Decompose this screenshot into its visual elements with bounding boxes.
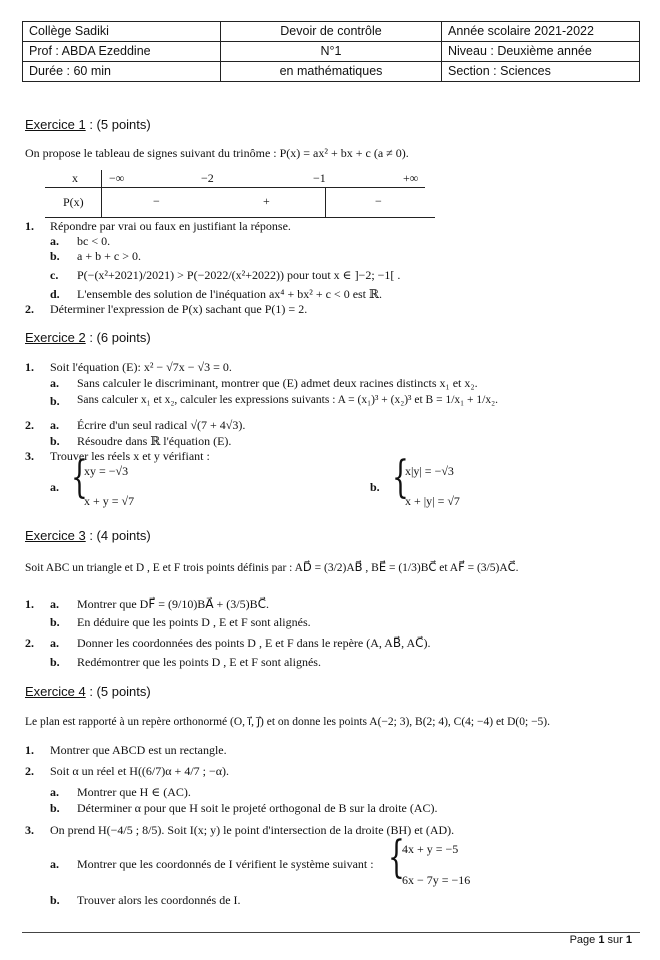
prof: Prof : ABDA Ezeddine <box>23 42 221 62</box>
ex2-q3: Trouver les réels x et y vérifiant : <box>50 449 210 463</box>
footer-rule <box>22 932 640 933</box>
item-number: 2. <box>25 636 34 650</box>
title-line1: Devoir de contrôle <box>221 22 442 42</box>
ex2-title: Exercice 2 : (6 points) <box>25 330 151 345</box>
ex4-intro: Le plan est rapporté à un repère orthonormé (O, ı⃗, ȷ⃗) et on donne les points A(−2; 3), B(2; 4), C(4; −4) et D(0; −5). <box>25 716 551 728</box>
item-letter: a. <box>50 418 59 432</box>
ex2-q1a: Sans calculer le discriminant, montrer que (E) admet deux racines distincts x₁ et x₂. <box>77 376 478 390</box>
item-number: 2. <box>25 418 34 432</box>
x-value: −∞ <box>109 171 125 185</box>
ex3-title: Exercice 3 : (4 points) <box>25 528 151 543</box>
title-line3: en mathématiques <box>221 62 442 82</box>
sign-table <box>45 170 425 218</box>
header-table <box>22 21 640 82</box>
ex4-q3a: Montrer que les coordonnés de I vérifient le système suivant : <box>77 857 374 871</box>
item-number: 1. <box>25 360 34 374</box>
ex3-q2a: Donner les coordonnées des points D , E et F dans le repère (A, AB⃗, AC⃗). <box>77 636 431 650</box>
item-number: 1. <box>25 597 34 611</box>
ex4-q2a: Montrer que H ∈ (AC). <box>77 785 191 799</box>
system-eq: xy = −√3 <box>84 464 129 478</box>
ex4-q2: Soit α un réel et H((6/7)α + 4/7 ; −α). <box>50 764 230 778</box>
niveau: Niveau : Deuxième année <box>442 42 640 62</box>
title-line2: N°1 <box>221 42 442 62</box>
item-letter: d. <box>50 287 60 301</box>
ex4-q2b: Déterminer α pour que H soit le projeté orthogonal de B sur la droite (AC). <box>77 801 438 815</box>
system-eq: 4x + y = −5 <box>402 842 459 856</box>
item-letter: a. <box>50 480 59 494</box>
ex3-intro: Soit ABC un triangle et D , E et F trois points définis par : AD⃗ = (3/2)AB⃗ , BE⃗ = (1/3)BC⃗ et AF⃗ = (3/5)AC⃗. <box>25 562 519 574</box>
system-eq: x + y = √7 <box>84 494 135 508</box>
system-eq: x|y| = −√3 <box>405 464 454 478</box>
item-letter: b. <box>50 615 60 629</box>
ex1-q1: Répondre par vrai ou faux en justifiant la réponse. <box>50 219 291 233</box>
ex1-q1b: a + b + c > 0. <box>77 249 141 263</box>
item-number: 3. <box>25 449 34 463</box>
item-letter: b. <box>50 394 60 408</box>
item-number: 1. <box>25 743 34 757</box>
item-letter: a. <box>50 785 59 799</box>
item-letter: b. <box>50 801 60 815</box>
item-letter: b. <box>50 249 60 263</box>
annee: Année scolaire 2021-2022 <box>442 22 640 42</box>
ex2-q2b: Résoudre dans ℝ l'équation (E). <box>77 434 232 448</box>
sign: + <box>263 194 270 208</box>
ex2-q1: Soit l'équation (E): x² − √7x − √3 = 0. <box>50 360 232 374</box>
sign: − <box>375 194 382 208</box>
ex1-q1d: L'ensemble des solution de l'inéquation ax⁴ + bx² + c < 0 est ℝ. <box>77 287 382 301</box>
sign-table-rule-top <box>45 187 425 188</box>
ex1-q1a: bc < 0. <box>77 234 111 248</box>
ex1-title: Exercice 1 : (5 points) <box>25 117 151 132</box>
sign: − <box>153 194 160 208</box>
system-eq: 6x − 7y = −16 <box>402 873 471 887</box>
brace-icon: { <box>388 832 405 883</box>
item-letter: a. <box>50 597 59 611</box>
item-letter: a. <box>50 376 59 390</box>
brace-icon: { <box>392 452 409 503</box>
item-number: 1. <box>25 219 34 233</box>
ex4-q3: On prend H(−4/5 ; 8/5). Soit I(x; y) le point d'intersection de la droite (BH) et (AD). <box>50 823 455 837</box>
duree: Durée : 60 min <box>23 62 221 82</box>
item-number: 2. <box>25 302 34 316</box>
sign-table-rule-left <box>101 170 102 218</box>
ex1-intro: On propose le tableau de signes suivant du trinôme : P(x) = ax² + bx + c (a ≠ 0). <box>25 146 409 160</box>
ex4-q3b: Trouver alors les coordonnés de I. <box>77 893 241 907</box>
item-letter: b. <box>370 480 380 494</box>
page-number: Page 1 sur 1 <box>569 934 632 946</box>
item-letter: b. <box>50 434 60 448</box>
item-number: 2. <box>25 764 34 778</box>
ex4-title: Exercice 4 : (5 points) <box>25 684 151 699</box>
x-value: −2 <box>201 171 214 185</box>
item-letter: b. <box>50 893 60 907</box>
item-letter: a. <box>50 234 59 248</box>
item-letter: b. <box>50 655 60 669</box>
ex1-q2: Déterminer l'expression de P(x) sachant que P(1) = 2. <box>50 302 308 316</box>
ex2-q1b: Sans calculer x₁ et x₂, calculer les expressions suivants : A = (x₁)³ + (x₂)³ et B = 1/x₁ + 1/x₂. <box>77 394 498 406</box>
ex2-q2a: Écrire d'un seul radical √(7 + 4√3). <box>77 418 246 432</box>
item-letter: a. <box>50 636 59 650</box>
ex4-q1: Montrer que ABCD est un rectangle. <box>50 743 227 757</box>
ex3-q1b: En déduire que les points D , E et F sont alignés. <box>77 615 311 629</box>
college: Collège Sadiki <box>23 22 221 42</box>
item-number: 3. <box>25 823 34 837</box>
ex3-q2b: Redémontrer que les points D , E et F sont alignés. <box>77 655 321 669</box>
brace-icon: { <box>71 452 88 503</box>
sign-table-rule-bottom <box>45 217 435 218</box>
system-eq: x + |y| = √7 <box>405 494 460 508</box>
sign-table-rule-zero <box>325 188 326 218</box>
p-label: P(x) <box>63 195 84 209</box>
x-label: x <box>72 171 78 185</box>
item-letter: c. <box>50 268 59 282</box>
x-value: −1 <box>313 171 326 185</box>
item-letter: a. <box>50 857 59 871</box>
section: Section : Sciences <box>442 62 640 82</box>
ex1-q1c: P(−(x²+2021)/2021) > P(−2022/(x²+2022)) pour tout x ∈ ]−2; −1[ . <box>77 268 401 282</box>
ex3-q1a: Montrer que DF⃗ = (9/10)BA⃗ + (3/5)BC⃗. <box>77 597 269 611</box>
x-value: +∞ <box>403 171 419 185</box>
